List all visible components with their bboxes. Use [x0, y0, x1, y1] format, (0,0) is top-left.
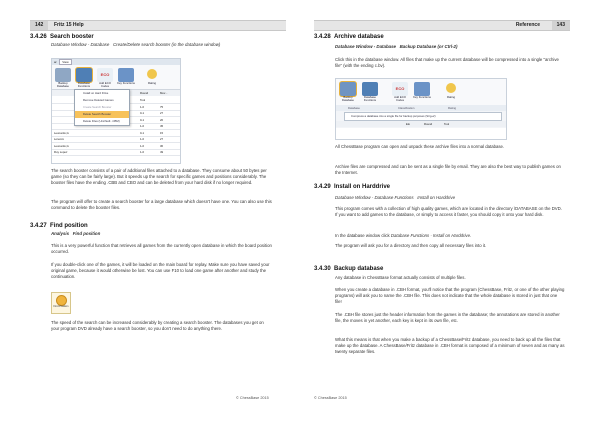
table-row[interactable] [52, 149, 180, 156]
ribbon-label: Rating [446, 95, 456, 99]
key-functions-icon[interactable] [118, 68, 134, 82]
ribbon [52, 65, 180, 90]
crumb-path: Database Window - Database Functions [335, 195, 414, 200]
section-number: 3.4.27 [30, 223, 47, 229]
paragraph: When you create a database in .CBH format, you'll notice that the program (ChessBase, Fritz, or one of the other playing programs) will ask you to name the .CBH file. This does not indicate that the whole database is stored in just that one file! [335, 287, 565, 304]
table-cell: 27 [160, 111, 164, 115]
table-cell: 0-1 [140, 117, 145, 122]
paragraph: This is a very powerful function that retrieves all games from the currently open database in which the board position occurred. [51, 243, 272, 254]
key-functions-icon[interactable] [414, 82, 430, 96]
table-cell: 27 [160, 137, 164, 141]
table-cell: 1-0 [140, 124, 145, 128]
page-header [314, 20, 570, 31]
crumb-path: Database Window - Database [51, 42, 110, 47]
ribbon-label: Backup Database [342, 95, 354, 103]
database-functions-icon[interactable] [362, 82, 378, 96]
paragraph: The program will ask you for a directory and then copy all necessary files into it. [335, 243, 487, 248]
crumb-command: Backup Database (or Ctrl-2) [399, 44, 458, 49]
paragraph: The program will offer to create a search booster for a large database which doesn't have one. You can also use this command to delete the booster files. [51, 199, 272, 210]
ribbon-label: Add ECO Codes [99, 81, 111, 89]
paragraph: The .CBH file stores just the header information from the games in the database; the annotations are stored in another file, the moves in yet another, each key is kept in its own file, etc. [335, 312, 560, 323]
table-cell: 1-0 [140, 104, 145, 109]
table-cell: Leonardo,G [54, 143, 69, 148]
paragraph: If you double-click one of the games, it will be loaded on the main board for replay. Make sure you have saved your original game, because it would otherwise be lost. You can use F10 to load one game after another and study the continuation. [51, 262, 270, 279]
right-page [300, 0, 600, 424]
breadcrumb [51, 231, 271, 237]
section-heading [30, 223, 88, 229]
table-cell: Leonardo,G [54, 130, 69, 135]
backup-tooltip: Compress a database into a single file for backup purposes (Strg+2) [344, 112, 502, 121]
rating-star-icon[interactable] [446, 83, 456, 93]
paragraph: This program comes with a collection of high quality games, which are located in the directory \DATABASE on the DVD. If you want to add games to the database, or simply to access it faster, you should copy it onto your hard disk. [335, 206, 562, 217]
page-footer: © ChessBase 2015 [236, 396, 269, 400]
menu-item-delete-files[interactable]: Delete Files (Unicfiedl...CBM) [83, 119, 120, 123]
paragraph: What this means is that when you make a backup of a ChessBase/Fritz database, you need to back up all the files that make up the database. A ChessBase/Fritz database in .CBH format is composed of a minimum of seven and as many as twenty separate files. [335, 337, 565, 354]
table-cell: 0-1 [140, 130, 145, 135]
rating-star-icon[interactable] [147, 69, 157, 79]
paragraph: The search booster consists of a pair of additional files attached to a database. They consume about 50 bytes per game (so they can be fairly large). But it speeds up the search for specific games and positions considerably. The booster files have the ending .CBB and CBO and can be deleted from your hard disk if no longer required. [51, 168, 267, 185]
table-cell: 0-1 [140, 111, 145, 115]
group-label: Rating [448, 106, 457, 110]
section-title: Backup database [334, 266, 384, 272]
table-cell: 1-0 [140, 150, 145, 154]
backup-database-screenshot [335, 78, 507, 140]
crumb-command: Create/Delete search booster (in the database window) [112, 42, 221, 47]
section-number: 3.4.28 [314, 34, 331, 40]
section-number: 3.4.29 [314, 184, 331, 190]
ribbon-label: Rating [147, 81, 157, 85]
page-number: 142 [30, 21, 48, 30]
table-cell: 45 [160, 124, 164, 128]
section-heading [30, 34, 94, 40]
table-cell: Ruy Lopez [54, 150, 68, 154]
backup-database-icon[interactable] [55, 68, 71, 82]
ribbon-label: Database Functions [363, 95, 377, 103]
ribbon-label: Backup Database [57, 81, 69, 89]
eco-icon[interactable]: ECO [392, 82, 408, 96]
page-footer: © ChessBase 2015 [314, 396, 347, 400]
section-heading [314, 266, 383, 272]
games-list-header [336, 121, 506, 127]
menu-item-delete-booster[interactable]: Delete Search Booster [75, 111, 129, 118]
section-title: Archive database [334, 34, 384, 40]
paragraph-command: Database Functions · Install on Harddrive. [390, 233, 472, 238]
crumb-command: Find position [72, 231, 101, 236]
ribbon-label: Key Functions [413, 95, 431, 99]
table-cell: 15 [160, 130, 164, 135]
table-cell: Lorenzo [54, 137, 65, 141]
paragraph-text: In the database window click [335, 233, 390, 238]
table-cell: 30 [160, 143, 164, 148]
group-label: Database [348, 106, 360, 110]
section-number: 3.4.26 [30, 34, 47, 40]
ribbon [336, 79, 506, 105]
section-title: Install on Harddrive [334, 184, 391, 190]
paragraph [335, 233, 565, 239]
breadcrumb [51, 42, 271, 48]
paragraph: Click this in the database window. All files that make up the current database will be compressed into a single "archive file" (with the ending c.bv). [335, 57, 559, 68]
table-cell: 75 [160, 104, 164, 109]
backup-database-icon[interactable] [340, 82, 356, 96]
database-functions-menu [74, 89, 130, 126]
find-position-button[interactable] [51, 292, 71, 314]
column-header[interactable]: Mov... [160, 91, 168, 95]
ribbon-label: Key Functions [117, 81, 135, 85]
paragraph: The speed of the search can be increased considerably by creating a search booster. The databases you get on your program DVD already have a search booster, so you don't need to do anything there. [51, 320, 264, 331]
find-position-label: Find Position [53, 305, 69, 308]
paragraph: Any database in ChessBase format actually consists of multiple files. [335, 275, 466, 280]
paragraph: All ChessBase program can open and unpack these archive files into a normal database. [335, 144, 505, 149]
menu-item-install[interactable]: Install on Hard Drive [83, 91, 109, 95]
breadcrumb [335, 44, 565, 50]
column-header[interactable]: Round [140, 91, 149, 95]
menu-item-remove-deleted[interactable]: Remove Deleted Games [83, 98, 114, 102]
column-header[interactable]: Tool [444, 122, 450, 126]
crumb-command: Install on Harddrive [417, 195, 456, 200]
crumb-path: Database Window - Database [335, 44, 396, 49]
column-header[interactable]: Elo [406, 122, 411, 126]
page-number: 143 [552, 21, 570, 30]
table-cell: 1-0 [140, 137, 145, 141]
header-title: Fritz 15 Help [54, 22, 84, 28]
section-heading [314, 184, 390, 190]
breadcrumb [335, 195, 565, 201]
ribbon-groups [336, 105, 506, 111]
table-cell: 49 [160, 150, 164, 154]
database-functions-icon[interactable] [76, 68, 92, 82]
menu-item-create-booster[interactable]: Create Search Booster [83, 105, 112, 109]
games-list [336, 128, 506, 139]
section-title: Find position [50, 223, 88, 229]
column-header[interactable]: Round [424, 122, 433, 126]
page-header [30, 20, 286, 31]
menu-label[interactable]: ar [54, 60, 57, 64]
database-functions-screenshot [51, 58, 181, 164]
section-heading [314, 34, 384, 40]
header-title: Reference [515, 22, 540, 28]
table-cell: 1-0 [140, 143, 145, 148]
table-cell: Tool [140, 98, 146, 102]
group-label: Classification [398, 106, 415, 110]
ribbon-label: Add ECO Codes [394, 95, 406, 103]
section-title: Search booster [50, 34, 94, 40]
menu-label[interactable]: View [59, 59, 71, 65]
table-cell: 20 [160, 117, 164, 122]
eco-icon[interactable]: ECO [97, 68, 113, 82]
section-number: 3.4.30 [314, 266, 331, 272]
crumb-path: Analysis [51, 231, 70, 236]
ribbon-label: Database Functions [77, 81, 91, 89]
paragraph: Archive files are compressed and can be sent as a single file by email. They are also the best way to publish games on the Internet. [335, 164, 561, 175]
